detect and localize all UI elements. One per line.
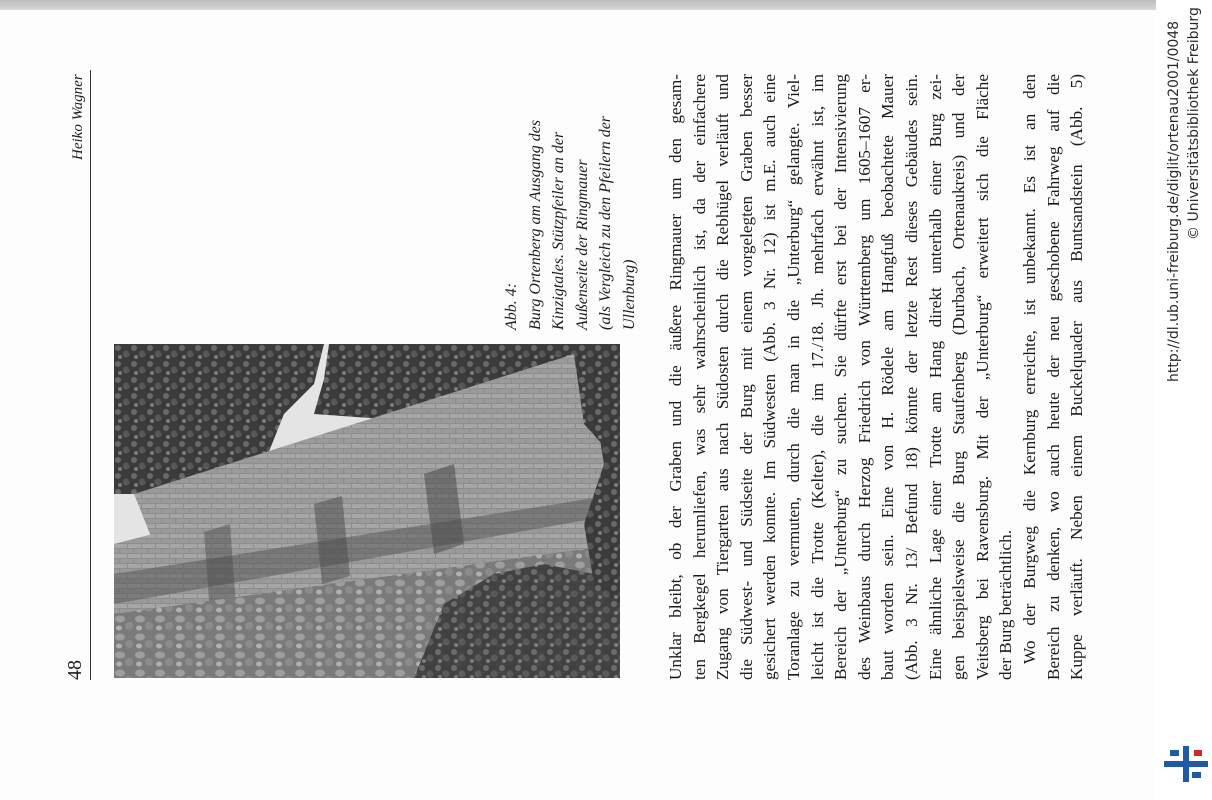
body-line: Eine ähnliche Lage einer Trotte am Hang direkt unterhalb einer Burg zei- <box>925 74 945 680</box>
caption-line: Abb. 4: <box>503 282 520 330</box>
body-line: Bereich der „Unterburg“ zu suchen. Sie dürfte erst bei der Intensivierung <box>831 74 851 680</box>
body-line: baut worden sein. Eine von H. Rödele am Hangfuß beobachtete Mauer <box>878 74 898 680</box>
copyright-notice: © Universitätsbibliothek Freiburg <box>1186 7 1202 240</box>
body-line: Wo der Burgweg die Kernburg erreichte, ist unbekannt. Es ist an den <box>1019 74 1039 664</box>
body-line: des Weinbaus durch Herzog Friedrich von Württemberg um 1605–1607 er- <box>854 74 874 680</box>
ub-freiburg-logo-icon <box>1164 746 1208 782</box>
figure-caption <box>500 116 641 330</box>
caption-line: Ullenburg) <box>620 259 638 330</box>
body-line: (Abb. 3 Nr. 13/ Befund 18) könnte der letzte Rest dieses Gebäudes sein. <box>901 74 921 680</box>
caption-line: (als Vergleich zu den Pfeilern der <box>597 115 614 330</box>
library-strip <box>1156 0 1212 800</box>
body-line: die Südwest- und Südseite der Burg mit einem vorgelegten Graben besser <box>736 74 756 680</box>
body-line: Veitsberg bei Ravensburg. Mit der „Unterburg“ erweitert sich die Fläche <box>972 74 992 680</box>
logo-red-block <box>1194 750 1202 756</box>
body-line: Bereich zu denken, wo auch heute der neu geschobene Fahrweg auf die <box>1043 74 1063 680</box>
photo-ring-wall <box>114 344 620 678</box>
running-header-author: Heiko Wagner <box>70 74 86 160</box>
permalink-url[interactable]: http://dl.ub.uni-freiburg.de/diglit/ortenau2001/0048 <box>1166 20 1182 382</box>
body-text <box>664 74 1089 680</box>
caption-line: Außenseite der Ringmauer <box>573 159 591 330</box>
body-line: ten Bergkegel herumliefen, was sehr wahrscheinlich ist, da der einfachere <box>689 74 709 680</box>
photo-ring-wall-image <box>114 344 620 678</box>
body-line: Unklar bleibt, ob der Graben und die äußere Ringmauer um den gesam- <box>666 74 685 680</box>
logo-block <box>1192 772 1201 778</box>
caption-line: Kinzigtales. Stützpfeiler an der <box>550 131 567 330</box>
page-number: 48 <box>64 660 86 680</box>
header-rule <box>90 70 91 680</box>
logo-block <box>1170 750 1179 756</box>
logo-bar-vertical <box>1183 746 1189 782</box>
body-line: gesichert werden konnte. Im Südwesten (Abb. 3 Nr. 12) ist m.E. auch eine <box>760 74 780 680</box>
body-line: Kuppe verläuft. Neben einem Buckelquader aus Buntsandstein (Abb. 5) <box>1067 74 1087 680</box>
caption-line: Burg Ortenberg am Ausgang des <box>526 119 544 330</box>
body-line: der Burg beträchtlich. <box>996 529 1016 680</box>
body-line: leicht ist die Trotte (Kelter), die im 17./18. Jh. mehrfach erwähnt ist, im <box>807 74 827 680</box>
body-line: gen beispielsweise die Burg Staufenberg (Durbach, Ortenaukreis) und der <box>949 74 969 680</box>
body-line: Zugang von Tiergarten aus nach Südosten durch die Rebhügel verläuft und <box>713 74 733 680</box>
body-line: Toranlage zu vermuten, durch die man in die „Unterburg“ gelangte. Viel- <box>783 74 803 680</box>
scan-top-edge <box>0 0 1212 10</box>
